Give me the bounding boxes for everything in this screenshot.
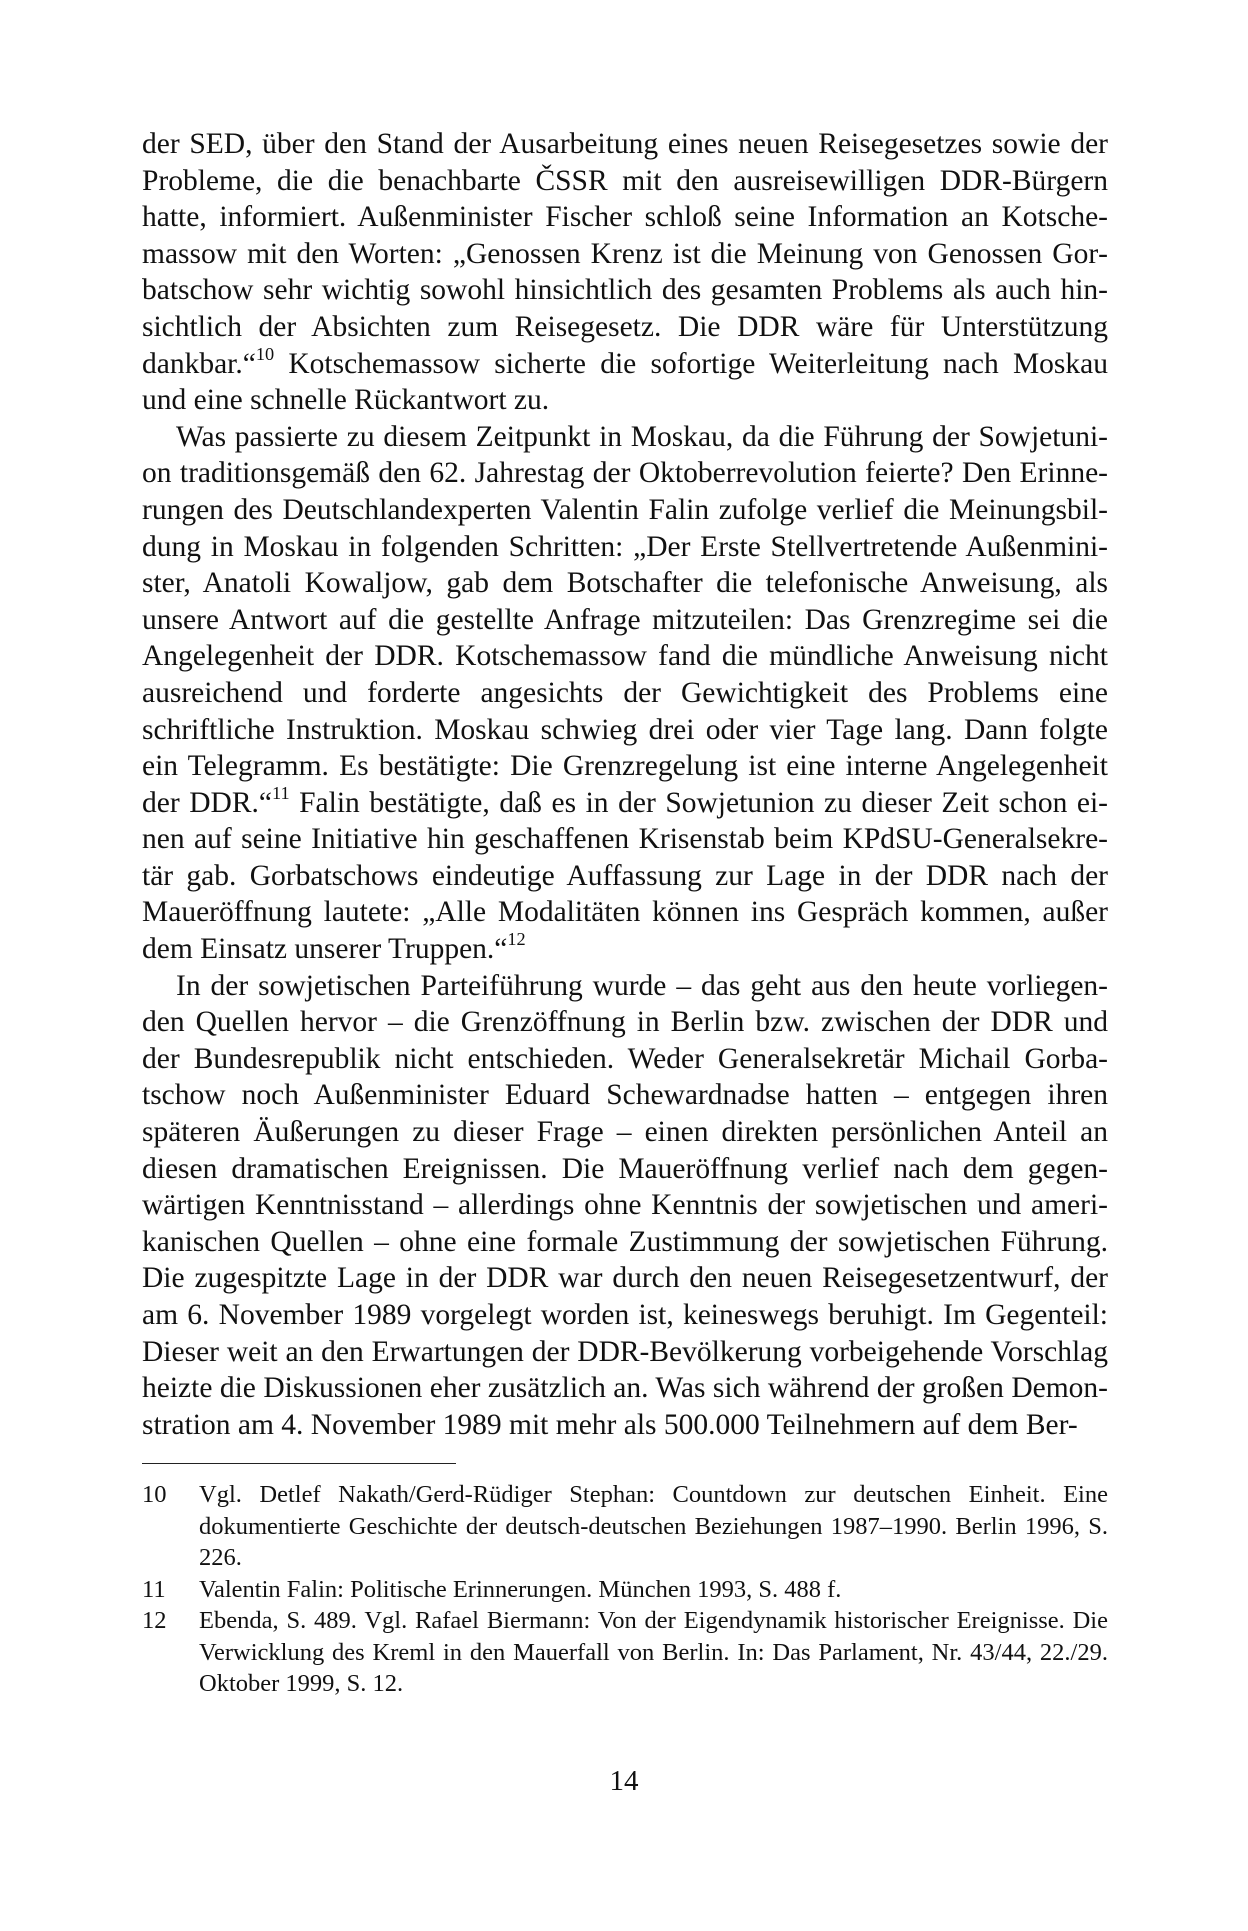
text-run: Falin bestätigte, daß es in der Sowjetunion zu dieser Zeit schon einen auf seine Initiative hin geschaffenen Krisenstab beim KPdSU-Generalsekretär gab. Gorbatschows eindeutige Auffassung zur Lage in der DDR nach der Maueröffnung lautete: „Alle Modalitäten können ins Gespräch kommen, außer dem Einsatz unserer Truppen.“ <box>142 786 1108 966</box>
footnote-number: 11 <box>142 1575 166 1603</box>
footnote-number: 10 <box>142 1481 167 1508</box>
text-run: Was passierte zu diesem Zeitpunkt in Moskau, da die Führung der Sowjetunion traditionsgemäß den 62. Jahrestag der Oktoberrevolution feierte? Den Erinnerungen des Deutschlandexperten Valentin Falin zufolge verlief die Meinungsbildung in Moskau in folgenden Schritten: „Der Erste Stellvertretende Außenminister, Anatoli Kowaljow, gab dem Botschafter die telefonische Anweisung, als unsere Antwort auf die gestellte Anfrage mitzuteilen: Das Grenzregime sei die Angelegenheit der DDR. Kotschemassow fand die mündliche Anweisung nicht ausreichend und forderte angesichts der Gewichtigkeit des Problems eine schriftliche Instruktion. Moskau schwieg drei oder vier Tage lang. Dann folgte ein Telegramm. Es bestätigte: Die Grenzregelung ist eine interne Angelegenheit der DDR.“ <box>142 420 1108 819</box>
footnote-12 <box>142 1605 1108 1700</box>
text-run: Kotschemassow sicherte die sofortige Weiterleitung nach Moskau und eine schnelle Rückantwort zu. <box>142 347 1108 417</box>
footnote-10 <box>142 1479 1108 1574</box>
footnote-ref-11[interactable]: 11 <box>271 782 290 803</box>
footnote-text: Valentin Falin: Politische Erinnerungen. München 1993, S. 488 f. <box>199 1575 842 1603</box>
paragraph-3 <box>142 968 1108 1444</box>
footnote-separator <box>142 1463 456 1464</box>
footnotes <box>142 1479 1108 1700</box>
footnote-11 <box>142 1574 1108 1606</box>
footnote-ref-10[interactable]: 10 <box>255 343 275 364</box>
page-number: 14 <box>609 1765 639 1797</box>
body-text <box>142 126 1108 1443</box>
footnote-text: Vgl. Detlef Nakath/Gerd-Rüdiger Stephan: Countdown zur deutschen Einheit. Eine dokumentierte Geschichte der deutsch-deutschen Beziehungen 1987–1990. Berlin 1996, S. 226. <box>199 1481 1108 1571</box>
footnote-text: Ebenda, S. 489. Vgl. Rafael Biermann: Von der Eigendynamik historischer Ereignisse. Die Verwicklung des Kreml in den Mauerfall von Berlin. In: Das Parlament, Nr. 43/44, 22./29. Oktober 1999, S. 12. <box>199 1607 1108 1697</box>
footnote-ref-12[interactable]: 12 <box>507 929 526 950</box>
paragraph-1 <box>142 126 1108 419</box>
text-run: In der sowjetischen Parteiführung wurde – das geht aus den heute vorliegenden Quellen hervor – die Grenzöffnung in Berlin bzw. zwischen der DDR und der Bundesrepublik nicht entschieden. Weder Generalsekretär Michail Gorbatschow noch Außenminister Eduard Schewardnadse hatten – entgegen ihren späteren Äußerungen zu dieser Frage – einen direkten persönlichen Anteil an diesen dramatischen Ereignissen. Die Maueröffnung verlief nach dem gegenwärtigen Kenntnisstand – allerdings ohne Kenntnis der sowjetischen und amerikanischen Quellen – ohne eine formale Zustimmung der sowjetischen Führung. Die zugespitzte Lage in der DDR war durch den neuen Reisegesetzentwurf, der am 6. November 1989 vorgelegt worden ist, keineswegs beruhigt. Im Gegenteil: Dieser weit an den Erwartungen der DDR-Bevölkerung vorbeigehende Vorschlag heizte die Diskussionen eher zusätzlich an. Was sich während der großen Demonstration am 4. November 1989 mit mehr als 500.000 Teilnehmern auf dem Ber- <box>142 969 1108 1441</box>
footnote-number: 12 <box>142 1607 167 1634</box>
paragraph-2 <box>142 419 1108 968</box>
text-run: der SED, über den Stand der Ausarbeitung eines neuen Reisegesetzes sowie der Probleme, die die benachbarte ČSSR mit den ausreisewilligen DDR-Bürgern hatte, informiert. Außenminister Fischer schloß seine Information an Kotschemassow mit den Worten: „Genossen Krenz ist die Meinung von Genossen Gorbatschow sehr wichtig sowohl hinsichtlich des gesamten Problems als auch hinsichtlich der Absichten zum Reisegesetz. Die DDR wäre für Unterstützung dankbar.“ <box>142 128 1108 380</box>
